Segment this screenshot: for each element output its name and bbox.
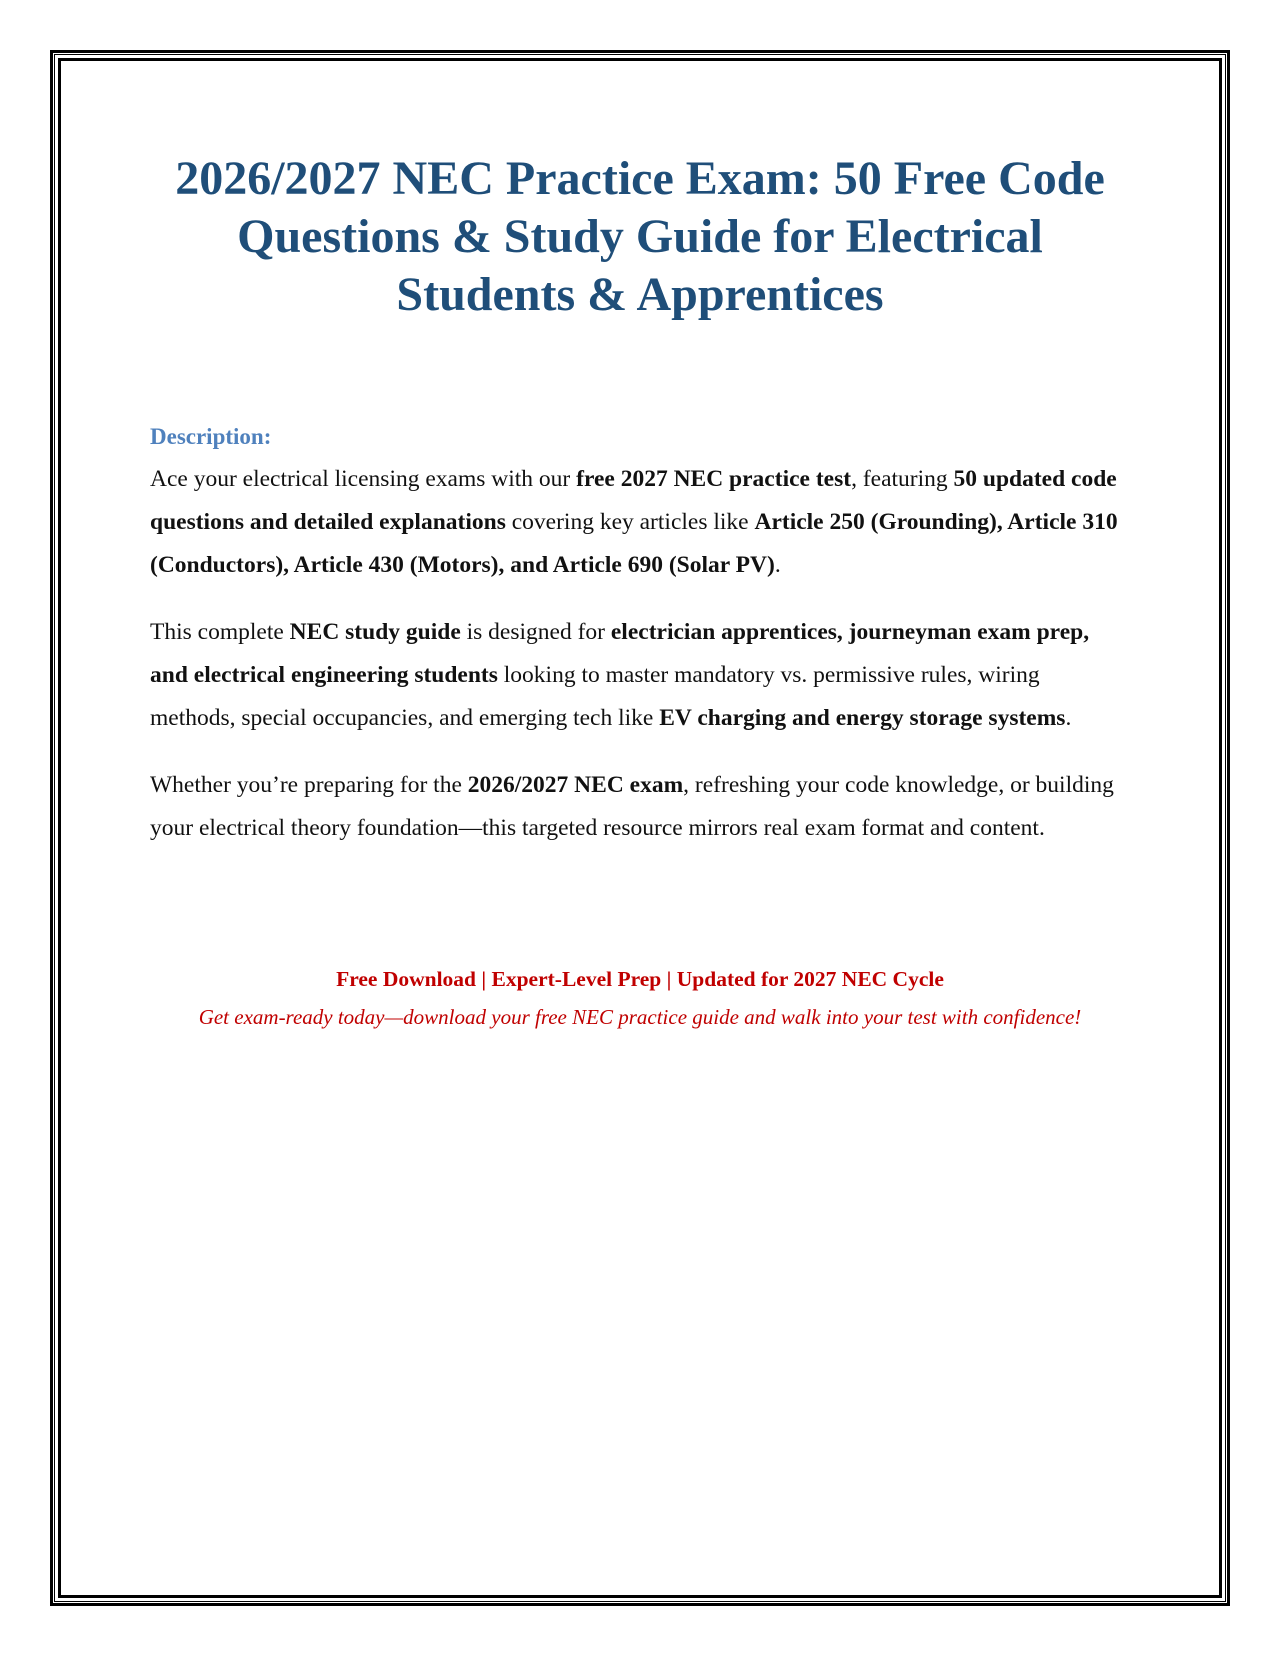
text-run: . — [774, 552, 781, 578]
description-paragraph-1 — [150, 458, 1130, 587]
description-label: Description: — [150, 424, 272, 449]
cta-headline: Free Download | Expert-Level Prep | Updated for 2027 NEC Cycle — [336, 967, 944, 991]
text-run: Whether you’re preparing for the — [150, 772, 468, 798]
bold-text-run: free 2027 NEC practice test — [576, 466, 852, 492]
document-title: 2026/2027 NEC Practice Exam: 50 Free Code Questions & Study Guide for Electrical Students & Apprentices — [175, 152, 1105, 321]
text-run: looking to master mandatory vs. permissive rules, wiring methods, special occupancies, and emerging tech like — [150, 662, 1040, 731]
description-paragraph-2 — [150, 611, 1130, 740]
bold-text-run: electrician apprentices, journeyman exam prep, and electrical engineering students — [150, 619, 1090, 688]
text-run: . — [1065, 705, 1072, 731]
bold-text-run: Article 250 (Grounding), Article 310 (Conductors), Article 430 (Motors), and Article 690 (Solar PV) — [150, 509, 1118, 578]
bold-text-run: EV charging and energy storage systems — [659, 705, 1066, 731]
text-run: , refreshing your code knowledge, or building your electrical theory foundation—this targeted resource mirrors real exam format and content. — [150, 772, 1114, 841]
cta-tagline: Get exam-ready today—download your free NEC practice guide and walk into your test with confidence! — [198, 1005, 1082, 1029]
text-run: , featuring — [851, 466, 954, 492]
description-paragraph-3 — [150, 764, 1130, 850]
text-run: covering key articles like — [505, 509, 755, 535]
call-to-action — [150, 964, 1130, 1032]
text-run: This complete — [150, 619, 290, 645]
text-run: Ace your electrical licensing exams with our — [150, 466, 577, 492]
document-body — [150, 150, 1130, 1032]
bold-text-run: 50 updated code questions and detailed explanations — [150, 466, 1117, 535]
bold-text-run: 2026/2027 NEC exam — [467, 772, 684, 798]
bold-text-run: NEC study guide — [289, 619, 461, 645]
text-run: is designed for — [460, 619, 611, 645]
